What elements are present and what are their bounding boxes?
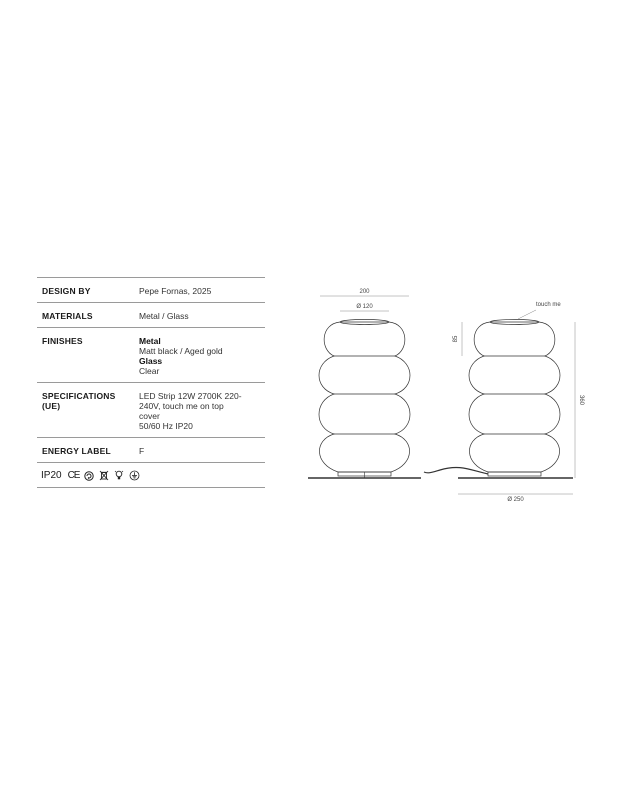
finish-metal-heading: Metal [139,336,161,346]
dim-top-height: 85 [453,335,459,343]
weee-bin-icon [99,470,109,481]
design-by-value: Pepe Fornas, 2025 [139,286,212,296]
finish-glass-value: Clear [139,366,160,376]
row-materials [37,302,265,327]
specifications-value [139,383,265,437]
specifications-label-line1: SPECIFICATIONS [42,391,116,401]
touch-me-note: touch me [536,302,561,308]
dim-height: 360 [578,394,584,406]
finishes-value [139,328,265,382]
front-view [308,296,421,478]
led-bulb-icon [114,470,124,481]
finish-glass-heading: Glass [139,356,163,366]
finishes-label: FINISHES [42,336,83,346]
spec-line-1: LED Strip 12W 2700K 220- [139,391,242,401]
certifications [37,463,140,487]
ground-symbol-icon [129,470,140,481]
spec-line-3: cover [139,411,160,421]
ip-rating: IP20 [41,470,62,481]
energy-label-value: F [139,446,145,456]
dim-base-diameter: Ø 250 [507,497,524,503]
spec-line-2: 240V, touch me on top [139,401,224,411]
row-design-by [37,277,265,302]
ce-mark-icon: CE [67,470,80,481]
finish-metal-value: Matt black / Aged gold [139,346,223,356]
energy-label-label: ENERGY LABEL [42,446,111,456]
side-view [424,310,575,494]
dim-width: 200 [359,289,370,295]
spec-table [37,277,265,488]
row-energy-label [37,437,265,462]
specifications-label-line2: (UE) [42,401,61,411]
materials-value: Metal / Glass [139,311,189,321]
recycle-icon [84,471,94,481]
technical-drawing [300,288,590,503]
materials-label: MATERIALS [42,311,93,321]
row-finishes [37,327,265,382]
dim-top-diameter: Ø 120 [356,304,373,310]
specifications-label [37,383,139,437]
design-by-label: DESIGN BY [42,286,91,296]
row-certifications [37,462,265,488]
spec-line-4: 50/60 Hz IP20 [139,421,193,431]
row-specifications [37,382,265,437]
